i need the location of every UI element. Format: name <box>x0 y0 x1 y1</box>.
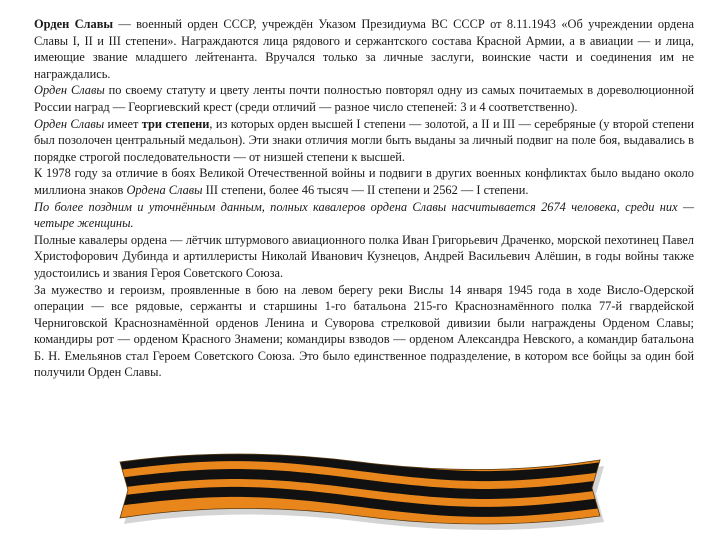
paragraph-4 <box>34 165 694 198</box>
st-george-ribbon-image <box>110 440 610 530</box>
paragraph-6-text: Полные кавалеры ордена — лётчик штурмового авиационного полка Иван Григорьевич Драченко, морской пехотинец Павел Христофорович Дубинда и артиллеристы Николай Иванович Кузнецов, Андрей Васильевич Алёшин, в годы войны также удостоились и звания Героя Советского Союза. <box>34 232 694 280</box>
article-text <box>34 16 694 381</box>
order-title-italic: Ордена Славы <box>126 182 203 197</box>
paragraph-3-text-rest: , из которых орден высшей I степени — золотой, а II и III — серебряные (у второй степени был позолочен центральный медальон). Эти знаки отличия могли быть выданы за личный подвиг на поле боя, выдавались в порядке строгой последовательности — от низшей степени к высшей. <box>34 116 694 164</box>
paragraph-5-italic: По более поздним и уточнённым данным, полных кавалеров ордена Славы насчитывается 2674 человека, среди них — четыре женщины. <box>34 199 694 231</box>
paragraph-5 <box>34 199 694 232</box>
paragraph-7 <box>34 282 694 382</box>
paragraph-6 <box>34 232 694 282</box>
order-title-italic: Орден Славы <box>34 116 105 131</box>
paragraph-3 <box>34 116 694 166</box>
paragraph-1 <box>34 16 694 82</box>
paragraph-4-text: К 1978 году за отличие в боях Великой Отечественной войны и подвиги в других военных конфликтах было выдано около миллиона знаков <box>34 166 694 197</box>
order-title-italic: Орден Славы <box>34 83 105 98</box>
paragraph-1-text: — военный орден СССР, учреждён Указом Президиума ВС СССР от 8.11.1943 «Об учреждении ордена Славы I, II и III степени». Награждаются лица рядового и сержантского состава Красной Армии, а в авиации — и лица, имеющие звание младшего лейтенанта. Вручался только за личные заслуги, воинские части и соединения им не награждались. <box>34 17 694 81</box>
paragraph-7-text: За мужество и героизм, проявленные в бою на левом берегу реки Вислы 14 января 1945 года в ходе Висло-Одерской операции — все рядовые, сержанты и старшины 1-го батальона 215-го Краснознамённого полка 77-й гвардейской Черниговской Краснознамённой орденов Ленина и Суворова стрелковой дивизии были награждены Орденом Славы; командиры рот — орденом Красного Знамени; командиры взводов — орденом Александра Невского, а командир батальона Б. Н. Емельянов стал Героем Советского Союза. Это было единственное подразделение, в котором все бойцы за один бой получили Орден Славы. <box>34 282 694 380</box>
order-title-bold: Орден Славы <box>34 17 114 31</box>
three-degrees-bold: три степени <box>141 116 210 131</box>
paragraph-3-text: имеет <box>104 116 142 131</box>
paragraph-4-text-rest: III степени, более 46 тысяч — II степени и 2562 — I степени. <box>202 182 529 197</box>
paragraph-2 <box>34 82 694 115</box>
paragraph-2-text: по своему статуту и цвету ленты почти полностью повторял одну из самых почитаемых в дореволюционной России наград — Георгиевский крест (среди отличий — разное число степеней: 3 и 4 соответственно). <box>34 83 694 114</box>
